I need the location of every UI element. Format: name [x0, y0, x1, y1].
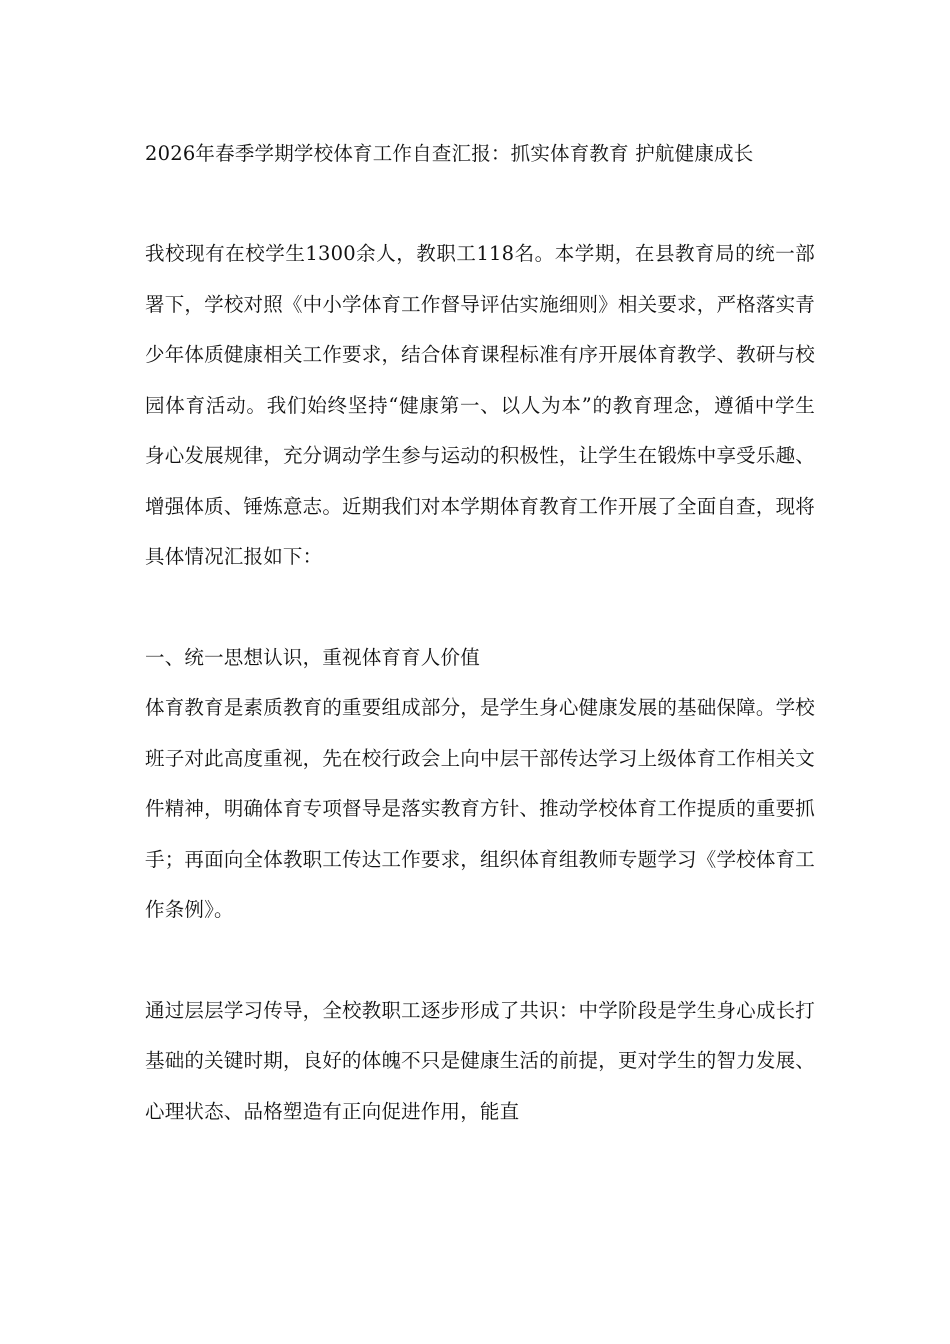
section-paragraph: 体育教育是素质教育的重要组成部分，是学生身心健康发展的基础保障。学校班子对此高度重视，先在校行政会上向中层干部传达学习上级体育工作相关文件精神，明确体育专项督导是落实教育方针、推动学校体育工作提质的重要抓手；再面向全体教职工传达工作要求，组织体育组教师专题学习《学校体育工作条例》。	[145, 696, 815, 921]
section-paragraph: 通过层层学习传导，全校教职工逐步形成了共识：中学阶段是学生身心成长打基础的关键时期，良好的体魄不只是健康生活的前提，更对学生的智力发展、心理状态、品格塑造有正向促进作用，能直	[145, 998, 815, 1123]
spacer	[145, 583, 815, 633]
document-body	[145, 128, 815, 1137]
spacer	[145, 936, 815, 986]
spacer	[145, 179, 815, 229]
document-title: 2026年春季学期学校体育工作自查汇报：抓实体育教育 护航健康成长	[145, 142, 754, 165]
section-heading: 一、统一思想认识，重视体育育人价值	[145, 645, 480, 669]
intro-paragraph: 我校现有在校学生1300余人，教职工118名。本学期，在县教育局的统一部署下，学校对照《中小学体育工作督导评估实施细则》相关要求，严格落实青少年体质健康相关工作要求，结合体育课程标准有序开展体育教学、教研与校园体育活动。我们始终坚持“健康第一、以人为本”的教育理念，遵循中学生身心发展规律，充分调动学生参与运动的积极性，让学生在锻炼中享受乐趣、增强体质、锤炼意志。近期我们对本学期体育教育工作开展了全面自查，现将具体情况汇报如下：	[145, 242, 815, 568]
